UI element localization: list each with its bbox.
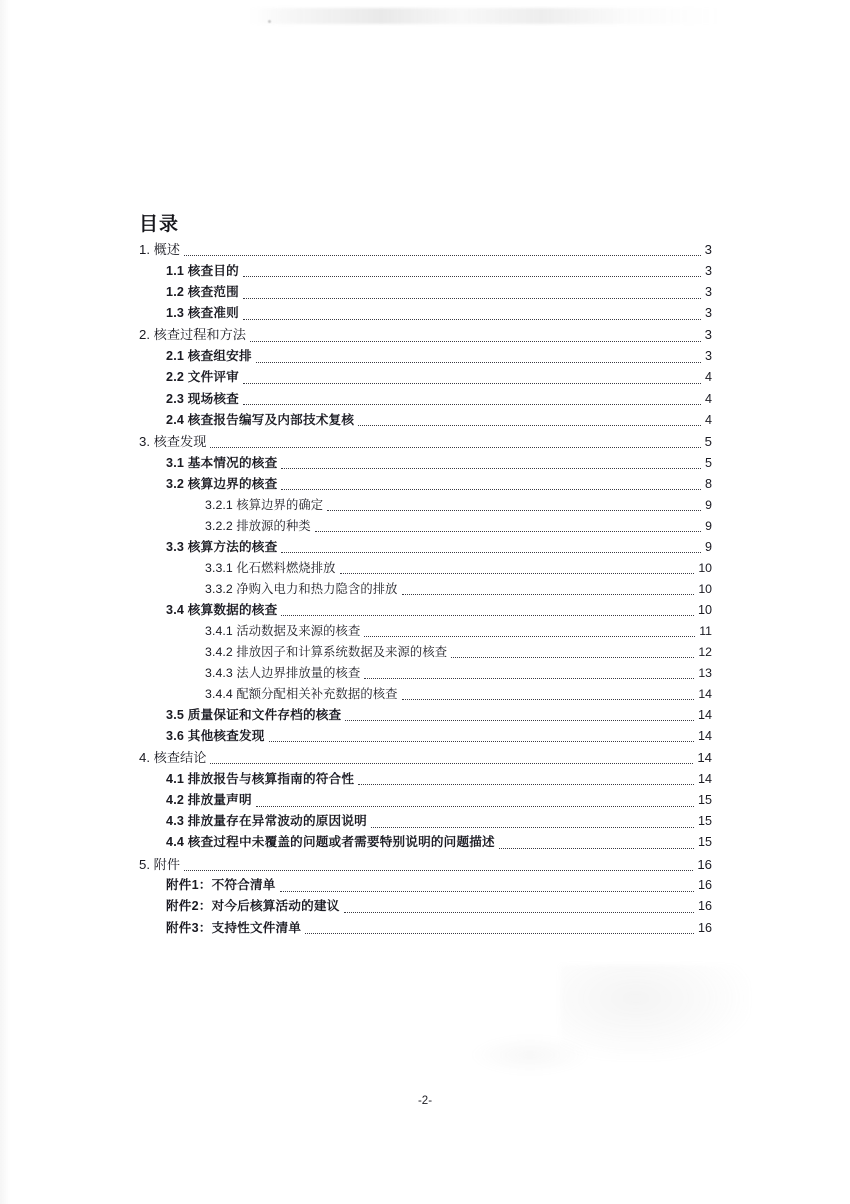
toc-entry-page-number: 10 bbox=[698, 561, 712, 576]
toc-leader-dots bbox=[358, 416, 701, 426]
toc-entry-page-number: 3 bbox=[704, 284, 712, 299]
toc-entry-page-number: 5 bbox=[704, 455, 712, 470]
page-number-footer: -2- bbox=[417, 1095, 433, 1107]
toc-leader-dots bbox=[256, 353, 701, 363]
toc-entry[interactable] bbox=[205, 583, 712, 595]
toc-entry-page-number: 16 bbox=[697, 878, 712, 893]
toc-entry-label: 4.4 核查过程中未覆盖的问题或者需要特别说明的问题描述 bbox=[166, 835, 495, 850]
toc-leader-dots bbox=[243, 289, 701, 299]
toc-entry[interactable] bbox=[166, 286, 712, 299]
toc-entry-page-number: 14 bbox=[697, 749, 712, 765]
toc-entry[interactable] bbox=[166, 709, 712, 722]
toc-leader-dots bbox=[243, 395, 701, 405]
toc-entry-label: 4.1 排放报告与核算指南的符合性 bbox=[166, 771, 355, 786]
toc-entry[interactable] bbox=[166, 900, 712, 913]
toc-entry-page-number: 14 bbox=[697, 707, 712, 722]
toc-entry-page-number: 15 bbox=[697, 814, 712, 829]
toc-entry-page-number: 9 bbox=[704, 539, 712, 554]
toc-entry[interactable] bbox=[139, 858, 712, 871]
toc-leader-dots bbox=[327, 502, 701, 512]
toc-entry[interactable] bbox=[139, 751, 712, 764]
scan-speck bbox=[268, 20, 271, 23]
toc-entry-page-number: 8 bbox=[704, 476, 712, 491]
toc-leader-dots bbox=[210, 438, 700, 449]
toc-entry[interactable] bbox=[166, 773, 712, 786]
toc-entry-page-number: 3 bbox=[704, 242, 712, 257]
toc-leader-dots bbox=[315, 522, 701, 532]
toc-leader-dots bbox=[345, 711, 694, 721]
toc-entry-page-number: 4 bbox=[704, 391, 712, 406]
toc-entry-label: 1.3 核查准则 bbox=[166, 306, 239, 321]
toc-entry-label: 3.3.2 净购入电力和热力隐含的排放 bbox=[205, 581, 398, 596]
toc-entry-label: 3.2.1 核算边界的确定 bbox=[205, 498, 324, 513]
toc-leader-dots bbox=[499, 839, 694, 849]
toc-entry[interactable] bbox=[205, 646, 712, 658]
toc-entry[interactable] bbox=[166, 371, 712, 384]
toc-entry[interactable] bbox=[205, 499, 712, 511]
toc-entry-label: 2.3 现场核查 bbox=[166, 391, 239, 406]
toc-entry[interactable] bbox=[166, 604, 712, 617]
toc-entry-label: 3.6 其他核查发现 bbox=[166, 728, 265, 743]
toc-leader-dots bbox=[184, 246, 701, 257]
toc-entry-label: 3.4 核算数据的核查 bbox=[166, 602, 278, 617]
toc-entry-page-number: 14 bbox=[697, 728, 712, 743]
toc-entry-label: 附件2：对今后核算活动的建议 bbox=[166, 899, 340, 914]
scan-noise-top bbox=[250, 8, 720, 24]
toc-entry-page-number: 10 bbox=[697, 602, 712, 617]
toc-entry-label: 3.3 核算方法的核查 bbox=[166, 539, 278, 554]
toc-leader-dots bbox=[243, 374, 701, 384]
toc-entry[interactable] bbox=[205, 562, 712, 574]
toc-entry-label: 3. 核查发现 bbox=[139, 433, 207, 449]
toc-leader-dots bbox=[344, 903, 694, 913]
toc-entry-page-number: 14 bbox=[697, 771, 712, 786]
toc-leader-dots bbox=[243, 310, 701, 320]
toc-entry-label: 3.2.2 排放源的种类 bbox=[205, 518, 311, 533]
toc-leader-dots bbox=[402, 585, 695, 595]
toc-entry-page-number: 3 bbox=[704, 306, 712, 321]
toc-leader-dots bbox=[364, 669, 694, 679]
toc-entry-page-number: 13 bbox=[698, 665, 712, 680]
toc-entry[interactable] bbox=[166, 815, 712, 828]
toc-leader-dots bbox=[364, 627, 695, 637]
toc-entry-label: 5. 附件 bbox=[139, 856, 181, 872]
toc-entry[interactable] bbox=[166, 794, 712, 807]
toc-leader-dots bbox=[358, 775, 694, 785]
toc-leader-dots bbox=[280, 882, 694, 892]
toc-entry[interactable] bbox=[205, 667, 712, 679]
toc-entry[interactable] bbox=[166, 457, 712, 470]
toc-entry[interactable] bbox=[205, 688, 712, 700]
toc-entry[interactable] bbox=[139, 243, 712, 256]
toc-entry-page-number: 15 bbox=[697, 792, 712, 807]
toc-entry-page-number: 9 bbox=[705, 518, 712, 533]
toc-entry-page-number: 14 bbox=[698, 686, 712, 701]
toc-entry[interactable] bbox=[166, 879, 712, 892]
toc-entry[interactable] bbox=[166, 922, 712, 935]
toc-leader-dots bbox=[281, 606, 694, 616]
toc-entry-page-number: 16 bbox=[697, 856, 712, 872]
toc-entry-page-number: 12 bbox=[698, 644, 712, 659]
toc-entry-page-number: 5 bbox=[704, 433, 712, 449]
toc-entry-label: 3.5 质量保证和文件存档的核查 bbox=[166, 707, 342, 722]
toc-entry-page-number: 4 bbox=[704, 370, 712, 385]
toc-leader-dots bbox=[243, 267, 701, 277]
toc-entry-page-number: 3 bbox=[704, 263, 712, 278]
toc-leader-dots bbox=[451, 648, 694, 658]
toc-entry[interactable] bbox=[166, 265, 712, 278]
toc-entry-label: 附件3：支持性文件清单 bbox=[166, 920, 302, 935]
toc-entry[interactable] bbox=[139, 435, 712, 448]
scan-smudge-bottom bbox=[560, 965, 750, 1060]
toc-leader-dots bbox=[250, 331, 701, 342]
toc-entry[interactable] bbox=[166, 393, 712, 406]
toc-leader-dots bbox=[281, 543, 701, 553]
toc-entry-label: 2.4 核查报告编写及内部技术复核 bbox=[166, 412, 355, 427]
toc-entry-label: 4. 核查结论 bbox=[139, 749, 207, 765]
toc-entry[interactable] bbox=[166, 307, 712, 320]
toc-entry-label: 3.4.1 活动数据及来源的核查 bbox=[205, 624, 361, 639]
toc-entry[interactable] bbox=[166, 730, 712, 743]
toc-entry-label: 3.2 核算边界的核查 bbox=[166, 476, 278, 491]
toc-leader-dots bbox=[340, 565, 695, 575]
toc-entry[interactable] bbox=[139, 328, 712, 341]
toc-entry-page-number: 16 bbox=[697, 899, 712, 914]
toc-entry-label: 3.3.1 化石燃料燃烧排放 bbox=[205, 561, 336, 576]
toc-entry-page-number: 9 bbox=[705, 498, 712, 513]
toc-entry-label: 3.1 基本情况的核查 bbox=[166, 455, 278, 470]
toc-entry-label: 1.1 核查目的 bbox=[166, 263, 239, 278]
toc-entry-page-number: 10 bbox=[698, 581, 712, 596]
toc-leader-dots bbox=[371, 818, 694, 828]
toc-leader-dots bbox=[210, 754, 693, 765]
toc-leader-dots bbox=[256, 796, 694, 806]
toc-entry-label: 2.1 核查组安排 bbox=[166, 349, 252, 364]
toc-leader-dots bbox=[269, 732, 694, 742]
toc-entry-page-number: 16 bbox=[697, 920, 712, 935]
toc-entry-label: 1. 概述 bbox=[139, 242, 181, 257]
toc-leader-dots bbox=[305, 924, 694, 934]
toc-entry[interactable] bbox=[166, 478, 712, 491]
scan-smudge-bottom-secondary bbox=[470, 1035, 590, 1075]
scan-edge-shadow bbox=[0, 0, 10, 1204]
toc-leader-dots bbox=[184, 860, 693, 871]
toc-entry[interactable] bbox=[166, 541, 712, 554]
toc-entry-label: 2. 核查过程和方法 bbox=[139, 327, 246, 343]
toc-leader-dots bbox=[281, 480, 701, 490]
toc-entry-page-number: 4 bbox=[704, 412, 712, 427]
toc-entry[interactable] bbox=[166, 414, 712, 427]
toc-entry-page-number: 15 bbox=[697, 835, 712, 850]
toc-entry-page-number: 3 bbox=[704, 349, 712, 364]
toc-heading: 目录 bbox=[139, 214, 180, 235]
table-of-contents bbox=[139, 243, 712, 943]
toc-entry-label: 3.4.4 配额分配相关补充数据的核查 bbox=[205, 686, 398, 701]
toc-entry-label: 3.4.3 法人边界排放量的核查 bbox=[205, 665, 361, 680]
toc-entry-label: 4.2 排放量声明 bbox=[166, 792, 252, 807]
toc-leader-dots bbox=[402, 690, 695, 700]
toc-entry-label: 2.2 文件评审 bbox=[166, 370, 239, 385]
toc-entry[interactable] bbox=[205, 625, 712, 637]
toc-entry[interactable] bbox=[205, 520, 712, 532]
toc-entry-page-number: 11 bbox=[699, 624, 712, 639]
toc-entry[interactable] bbox=[166, 350, 712, 363]
toc-entry-label: 1.2 核查范围 bbox=[166, 284, 239, 299]
toc-entry-label: 4.3 排放量存在异常波动的原因说明 bbox=[166, 814, 367, 829]
toc-leader-dots bbox=[281, 459, 701, 469]
toc-entry-page-number: 3 bbox=[704, 327, 712, 343]
toc-entry-label: 附件1：不符合清单 bbox=[166, 878, 276, 893]
toc-entry-label: 3.4.2 排放因子和计算系统数据及来源的核查 bbox=[205, 644, 448, 659]
toc-entry[interactable] bbox=[166, 836, 712, 849]
